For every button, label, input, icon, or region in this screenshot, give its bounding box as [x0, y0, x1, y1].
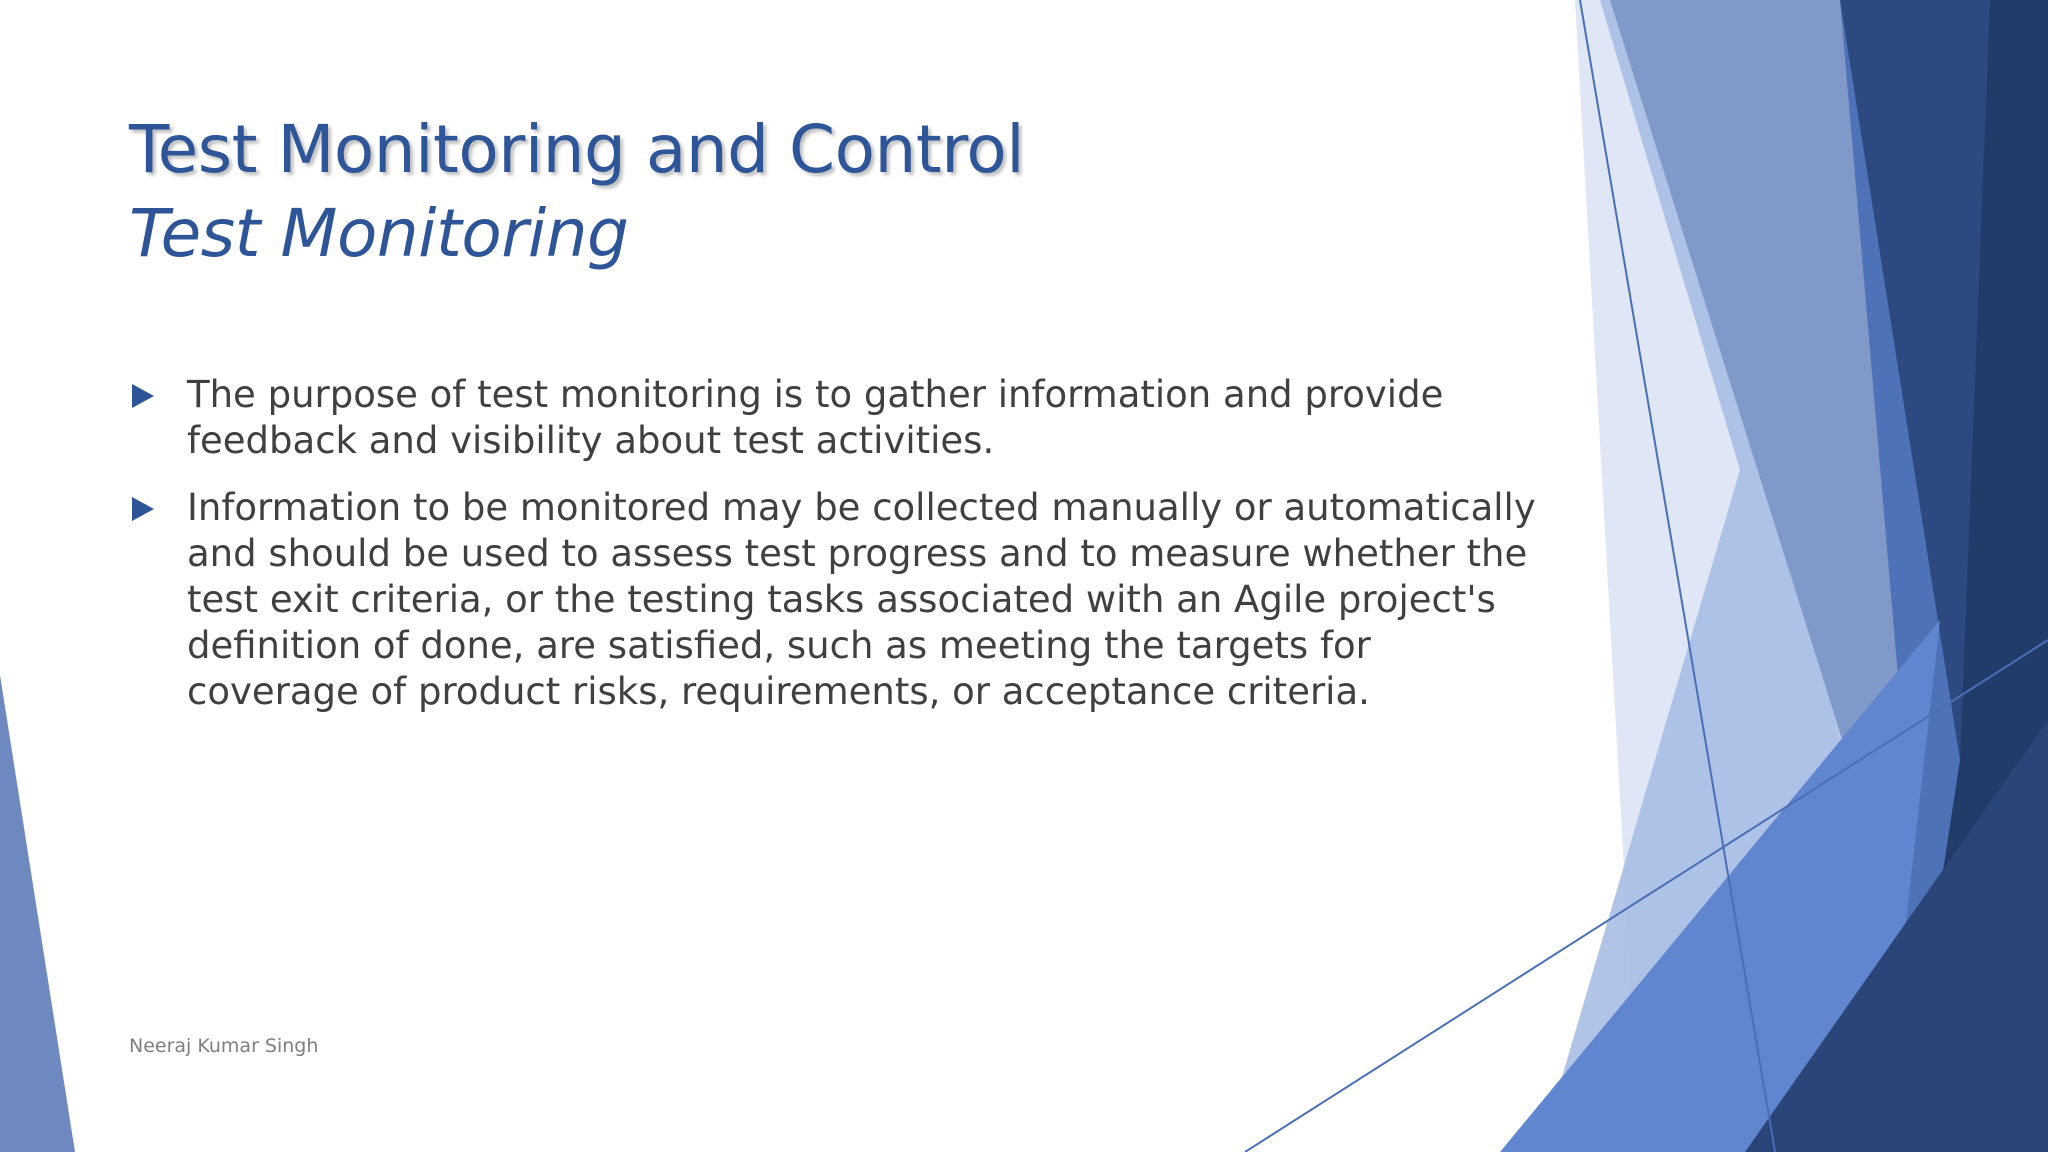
slide-subtitle: Test Monitoring [129, 195, 629, 272]
bullet-text: Information to be monitored may be collected manually or automatically and should be used to assess test progress and to measure whether the test exit criteria, or the testing tasks associated with an Agile project's definition of done, are satisfied, such as meeting the targets for coverage of product risks, requirements, or acceptance criteria. [187, 486, 1536, 713]
title-block [129, 108, 1529, 276]
footer-author: Neeraj Kumar Singh [129, 1035, 319, 1057]
triangle-right-icon [132, 384, 154, 408]
bullet-text: The purpose of test monitoring is to gather information and provide feedback and visibility about test activities. [187, 373, 1444, 462]
bullet-item [129, 372, 1549, 464]
left-edge-shape [0, 675, 75, 1152]
triangle-right-icon [132, 497, 154, 521]
bullet-list [129, 372, 1549, 736]
slide-title: Test Monitoring and Control [129, 111, 1025, 188]
bullet-item [129, 485, 1549, 715]
